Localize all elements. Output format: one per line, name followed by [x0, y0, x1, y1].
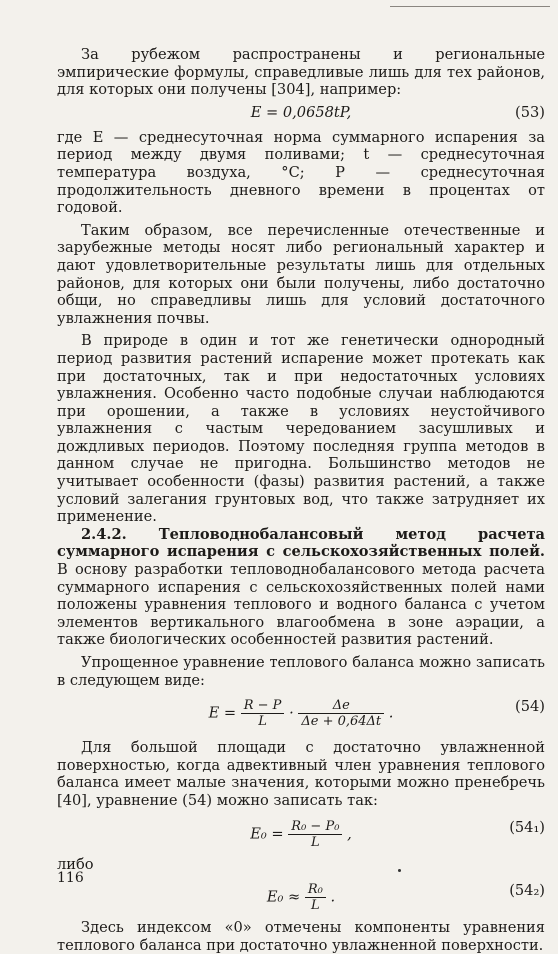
top-edge-line [390, 6, 550, 7]
equation-54-body [57, 698, 545, 729]
paragraph-6: Упрощенное уравнение теплового баланса можно записать в следующем виде: [57, 654, 545, 689]
paragraph-3: Таким образом, все перечисленные отечественные и зарубежные методы носят либо региональный характер и дают удовлетворительные результаты лишь для отдельных районов, для которых они были получены, либо достаточно общи, но справедливы лишь для условий достаточного увлажнения почвы. [57, 221, 545, 327]
equation-54-frac1-numerator: R − P [243, 698, 282, 714]
equation-54-frac1-denominator: L [241, 713, 285, 729]
equation-54-2-body [57, 882, 545, 913]
paragraph-5-text: В основу разработки тепловоднобалансового метода расчета суммарного испарения с сельскохозяйственных полей нами положены уравнения теплового и водного баланса с учетом элементов вертикального влагообмена в зоне аэрации, а также биологических особенностей развития растений. [57, 561, 545, 649]
equation-53 [57, 100, 545, 128]
equation-54-1-lhs: E₀ = [250, 825, 284, 843]
equation-54-2-fraction [305, 882, 326, 913]
page-number: 116 [57, 870, 84, 886]
equation-54 [57, 690, 545, 734]
paragraph-2: где E — среднесуточная норма суммарного испарения за период между двумя поливами; t — среднесуточная температура воздуха, °С; P — среднесуточная продолжительность дневного времени в процентах от годовой. [57, 128, 545, 217]
section-heading: 2.4.2. Тепловоднобалансовый метод расчета суммарного испарения с сельскохозяйственных полей. [57, 525, 545, 561]
equation-53-body: E = 0,0658tP, [250, 103, 352, 121]
equation-54-2-denominator: L [305, 897, 326, 913]
equation-54-number: (54) [515, 698, 545, 716]
paragraph-5 [57, 526, 545, 649]
ink-dot [398, 869, 401, 872]
equation-54-1-fraction [288, 819, 342, 850]
paragraph-4: В природе в один и тот же генетически однородный период развития растений испарение может протекать как при достаточных, так и при недостаточных условиях увлажнения. Особенно часто подобные случаи наблюдаются при орошении, а также в условиях неустойчивого увлажнения с частым чередованием засушливых и дождливых периодов. Поэтому последняя группа методов в данном случае не пригодна. Большинство методов не учитывает особенности (фазы) развития растений, а также условий залегания грунтовых вод, что также затрудняет их применение. [57, 332, 545, 526]
equation-54-1-denominator: L [288, 834, 342, 850]
equation-54-frac2-numerator: Δe [332, 698, 350, 714]
paragraph-1: За рубежом распространены и региональные эмпирические формулы, справедливые лишь для тех районов, для которых они получены [304], например: [57, 46, 545, 99]
either-word: либо [57, 855, 94, 873]
text-column [57, 46, 545, 954]
equation-54-1-numerator: R₀ − P₀ [291, 818, 340, 834]
equation-53-number: (53) [515, 103, 545, 121]
equation-54-2-lhs: E₀ ≈ [266, 888, 301, 906]
equation-54-fraction-1 [241, 698, 285, 729]
equation-54-dot: · [289, 704, 294, 722]
paragraph-7: Для большой площади с достаточно увлажненной поверхностью, когда адвективный член уравнения теплового баланса имеет малые значения, которыми можно пренебречь [40], уравнение (54) можно записать так: [57, 739, 545, 809]
equation-54-2 [57, 874, 545, 918]
equation-54-tail: . [388, 704, 394, 722]
equation-54-frac2-denominator: Δe + 0,64Δt [298, 713, 384, 729]
equation-54-1-body [57, 819, 545, 850]
equation-54-2-number: (54₂) [509, 882, 545, 900]
equation-54-1 [57, 811, 545, 855]
equation-54-2-numerator: R₀ [307, 882, 323, 898]
equation-54-1-number: (54₁) [509, 818, 545, 836]
equation-54-1-tail: , [347, 825, 352, 843]
equation-54-fraction-2 [298, 698, 384, 729]
equation-54-lhs: E = [208, 704, 237, 722]
paragraph-8: Здесь индексом «0» отмечены компоненты уравнения теплового баланса при достаточно увлажненной поверхности. [57, 919, 545, 954]
equation-54-2-tail: . [330, 888, 336, 906]
